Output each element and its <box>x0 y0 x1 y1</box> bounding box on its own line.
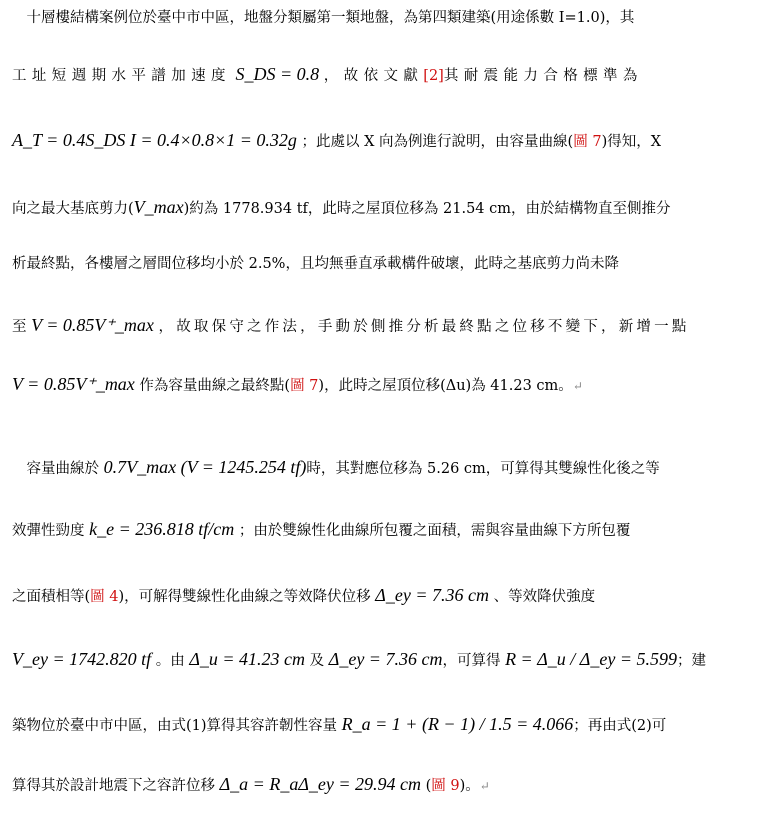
p2-line-5 <box>12 712 764 738</box>
p1-line-4 <box>12 195 764 221</box>
text-run: 效彈性勁度 <box>12 523 85 539</box>
equation-vey: V_ey = 1742.820 tf <box>12 649 152 669</box>
text-run: ，故取保守之作法，手動於側推分析最終點之位移不變下，新增一點 <box>158 319 690 335</box>
figure-reference[interactable]: 圖 9 <box>431 778 460 794</box>
text-run: 及 <box>309 653 325 669</box>
text-run: 工址短週期水平譜加速度 <box>12 68 231 84</box>
p2-line-4 <box>12 647 764 673</box>
text-run: 至 <box>12 319 27 335</box>
p1-line-2 <box>12 62 764 88</box>
p1-line-5 <box>12 252 764 276</box>
equation-dey: Δ_ey = 7.36 cm <box>375 585 489 605</box>
text-run: )得知，X <box>601 134 662 150</box>
text-run: 其耐震能力合格標準為 <box>443 68 643 84</box>
text-run: )，可解得雙線性化曲線之等效降伏位移 <box>118 589 371 605</box>
reference-link[interactable]: [2] <box>423 68 444 84</box>
text-run: 作為容量曲線之最終點( <box>139 378 291 394</box>
equation-sds: S_DS = 0.8 <box>235 64 320 84</box>
p1-line-7 <box>12 372 764 398</box>
figure-reference[interactable]: 圖 7 <box>290 378 319 394</box>
equation-r: R = Δ_u / Δ_ey = 5.599 <box>505 649 677 669</box>
p2-line-6 <box>12 772 764 798</box>
text-run: ；此處以 X 向為例進行說明，由容量曲線( <box>301 134 574 150</box>
p2-line-2 <box>12 517 764 543</box>
text-run: 之面積相等( <box>12 589 91 605</box>
text-run: ；建 <box>676 653 706 669</box>
text-run: 向之最大基底剪力( <box>12 201 134 217</box>
text-run: 十層樓結構案例位於臺中市中區，地盤分類屬第一類地盤，為第四類建築(用途係數 I=1.0)，其 <box>12 10 635 26</box>
p1-line-1 <box>12 6 764 30</box>
figure-reference[interactable]: 圖 4 <box>90 589 119 605</box>
p2-line-1 <box>12 455 764 481</box>
equation-v085: V = 0.85V⁺_max <box>12 374 135 394</box>
equation-vmax: V_max <box>133 197 184 217</box>
text-run: 築物位於臺中市中區，由式(1)算得其容許韌性容量 <box>12 718 338 734</box>
text-run: )約為 1778.934 tf，此時之屋頂位移為 21.54 cm，由於結構物直至側推分 <box>183 201 671 217</box>
paragraph-mark-icon: ↵ <box>572 379 583 393</box>
text-run: ；再由式(2)可 <box>573 718 667 734</box>
equation-dey: Δ_ey = 7.36 cm <box>328 649 443 669</box>
text-run: )。 <box>459 778 480 794</box>
equation-07vmax: 0.7V_max (V = 1245.254 tf) <box>103 457 307 477</box>
equation-ke: k_e = 236.818 tf/cm <box>89 519 235 539</box>
figure-reference[interactable]: 圖 7 <box>573 134 602 150</box>
text-run: 析最終點，各樓層之層間位移均小於 2.5%，且均無垂直承載構件破壞，此時之基底剪力尚未降 <box>12 256 619 272</box>
equation-v085: V = 0.85V⁺_max <box>31 315 154 335</box>
text-run: 容量曲線於 <box>12 461 99 477</box>
text-run: 時，其對應位移為 5.26 cm，可算得其雙線性化後之等 <box>306 461 660 477</box>
text-run: ，可算得 <box>442 653 501 669</box>
text-run: 。由 <box>155 653 185 669</box>
equation-ra: R_a = 1 + (R − 1) / 1.5 = 4.066 <box>341 714 574 734</box>
paragraph-mark-icon: ↵ <box>479 779 490 793</box>
text-run: ，故依文獻 <box>323 68 424 84</box>
p2-line-3 <box>12 583 764 609</box>
text-run: 算得其於設計地震下之容許位移 <box>12 778 215 794</box>
equation-at: A_T = 0.4S_DS I = 0.4×0.8×1 = 0.32g <box>12 130 297 150</box>
equation-du: Δ_u = 41.23 cm <box>189 649 306 669</box>
p1-line-3 <box>12 128 764 154</box>
text-run: ( <box>425 778 432 794</box>
text-run: 、等效降伏強度 <box>493 589 596 605</box>
text-run: ；由於雙線性化曲線所包覆之面積，需與容量曲線下方所包覆 <box>238 523 631 539</box>
text-run: )，此時之屋頂位移(Δu)為 41.23 cm。 <box>318 378 573 394</box>
p1-line-6 <box>12 313 764 339</box>
equation-da: Δ_a = R_aΔ_ey = 29.94 cm <box>219 774 421 794</box>
